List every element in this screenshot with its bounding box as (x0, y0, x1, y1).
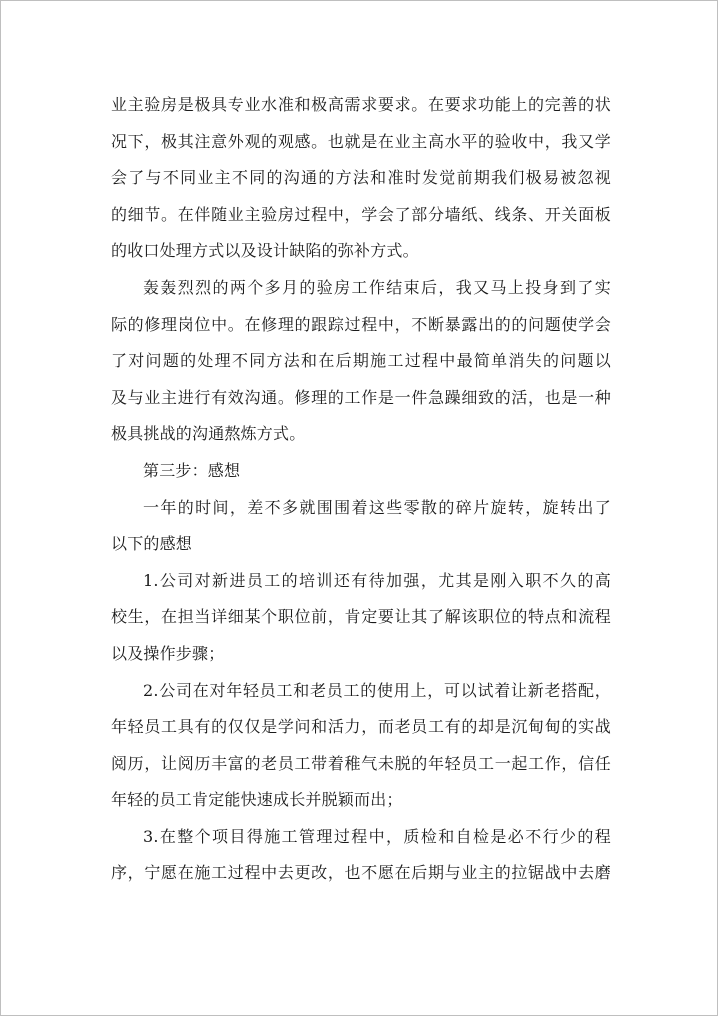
text-line: 校生，在担当详细某个职位前，肯定要让其了解该职位的特点和流程 (111, 607, 611, 627)
text-line: 2.公司在对年轻员工和老员工的使用上，可以试着让新老搭配， (143, 680, 611, 700)
text-line: 轰轰烈烈的两个多月的验房工作结束后，我又马上投身到了实 (143, 277, 611, 297)
text-line: 阅历，让阅历丰富的老员工带着稚气未脱的年轻员工一起工作，信任 (111, 753, 611, 773)
text-line: 的细节。在伴随业主验房过程中，学会了部分墙纸、线条、开关面板 (111, 204, 611, 224)
list-item-1 (111, 563, 611, 673)
text-line: 第三步：感想 (143, 460, 241, 480)
list-item-2 (111, 673, 611, 819)
text-line: 况下，极其注意外观的观感。也就是在业主高水平的验收中，我又学 (111, 131, 611, 151)
text-line: 一年的时间，差不多就围围着这些零散的碎片旋转，旋转出了 (143, 497, 611, 517)
text-line: 极具挑战的沟通熬炼方式。 (111, 424, 306, 444)
paragraph-reflections-intro (111, 490, 611, 563)
text-line: 以及操作步骤； (111, 643, 225, 663)
section-heading-step-three (111, 453, 611, 490)
text-line: 年轻的员工肯定能快速成长并脱颖而出； (111, 790, 403, 810)
document-body (111, 87, 611, 892)
list-item-3 (111, 819, 611, 892)
text-line: 以下的感想 (111, 534, 193, 554)
text-line: 的收口处理方式以及设计缺陷的弥补方式。 (111, 241, 419, 261)
paragraph-acceptance (111, 87, 611, 270)
text-line: 际的修理岗位中。在修理的跟踪过程中，不断暴露出的的问题使学会 (111, 314, 611, 334)
text-line: 了对问题的处理不同方法和在后期施工过程中最简单消失的问题以 (111, 351, 611, 371)
text-line: 业主验房是极具专业水准和极高需求要求。在要求功能上的完善的状 (111, 95, 611, 114)
text-line: 1.公司对新进员工的培训还有待加强，尤其是刚入职不久的高 (143, 570, 611, 590)
paragraph-repair (111, 270, 611, 453)
text-line: 3.在整个项目得施工管理过程中，质检和自检是必不行少的程 (143, 826, 611, 846)
text-line: 及与业主进行有效沟通。修理的工作是一件急躁细致的活，也是一种 (111, 387, 611, 407)
text-line: 年轻员工具有的仅仅是学问和活力，而老员工有的却是沉甸甸的实战 (111, 717, 611, 737)
text-line: 序，宁愿在施工过程中去更改，也不愿在后期与业主的拉锯战中去磨 (111, 863, 611, 883)
text-line: 会了与不同业主不同的沟通的方法和准时发觉前期我们极易被忽视 (111, 168, 611, 188)
